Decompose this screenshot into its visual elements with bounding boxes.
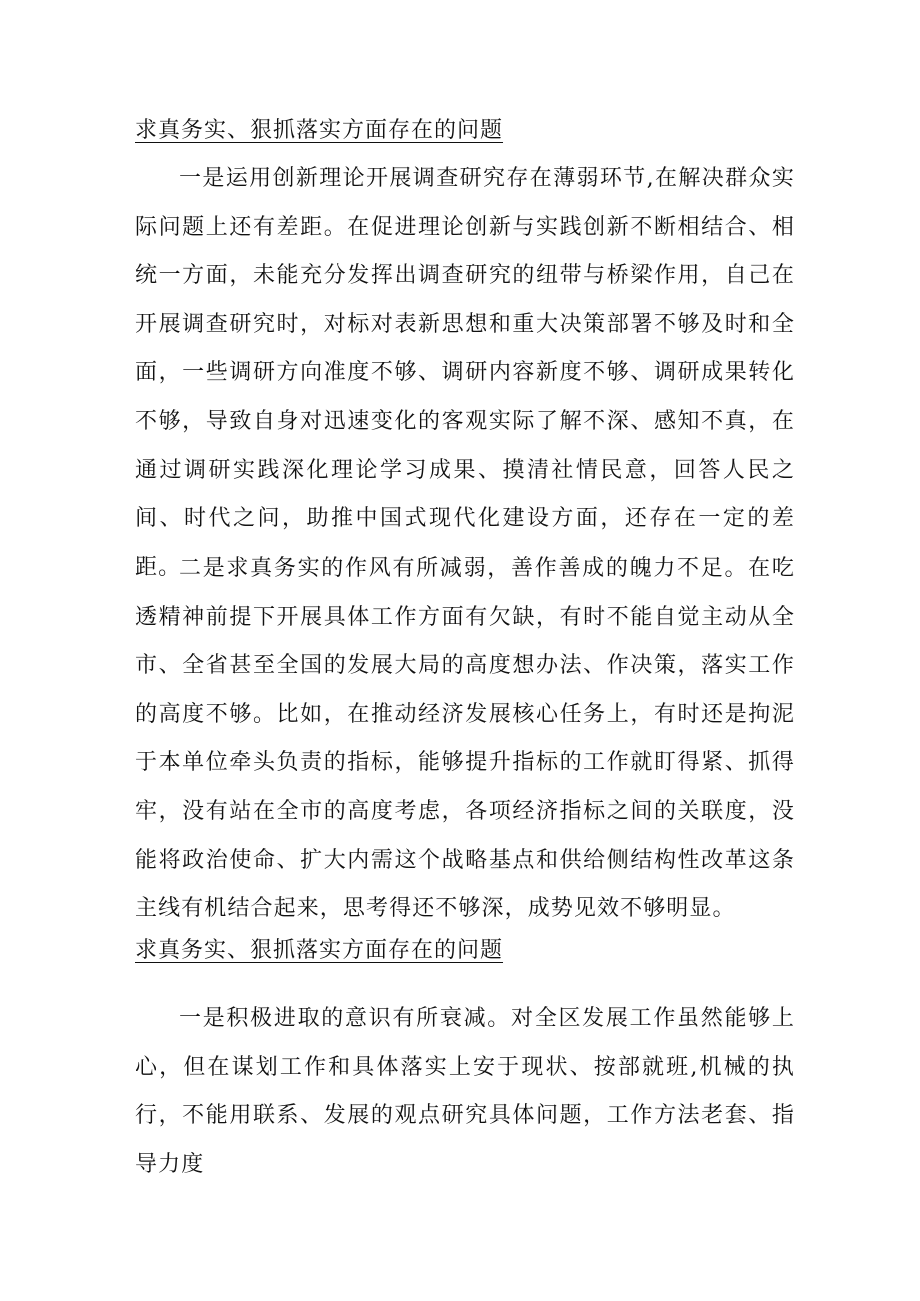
section-heading: 求真务实、狠抓落实方面存在的问题 [135,118,504,143]
section-heading: 求真务实、狠抓落实方面存在的问题 [135,938,504,963]
paragraph: 二是求真务实的作风有所减弱，善作善成的魄力不足。在吃透精神前提下开展具体工作方面有欠缺，有时不能自觉主动从全市、全省甚至全国的发展大局的高度想办法、作决策，落实工作的高度不够。比如，在推动经济发展核心任务上，有时还是拘泥于本单位牵头负责的指标，能够提升指标的工作就盯得紧、抓得牢，没有站在全市的高度考虑，各项经济指标之间的关联度，没能将政治使命、扩大内需这个战略基点和供给侧结构性改革这条主线有机结合起来，思考得还不够深，成势见效不够明显。 [135,556,795,922]
paragraph: 一是运用创新理论开展调查研究存在薄弱环节,在解决群众实际问题上还有差距。在促进理论创新与实践创新不断相结合、相统一方面，未能充分发挥出调查研究的纽带与桥梁作用，自己在开展调查研究时，对标对表新思想和重大决策部署不够及时和全面，一些调研方向准度不够、调研内容新度不够、调研成果转化不够，导致自身对迅速变化的客观实际了解不深、感知不真，在通过调研实践深化理论学习成果、摸清社情民意，回答人民之间、时代之问，助推中国式现代化建设方面，还存在一定的差距。 [135,166,795,580]
paragraph: 一是积极进取的意识有所衰减。对全区发展工作虽然能够上心，但在谋划工作和具体落实上安于现状、按部就班,机械的执行，不能用联系、发展的观点研究具体问题，工作方法老套、指导力度 [135,1006,795,1177]
